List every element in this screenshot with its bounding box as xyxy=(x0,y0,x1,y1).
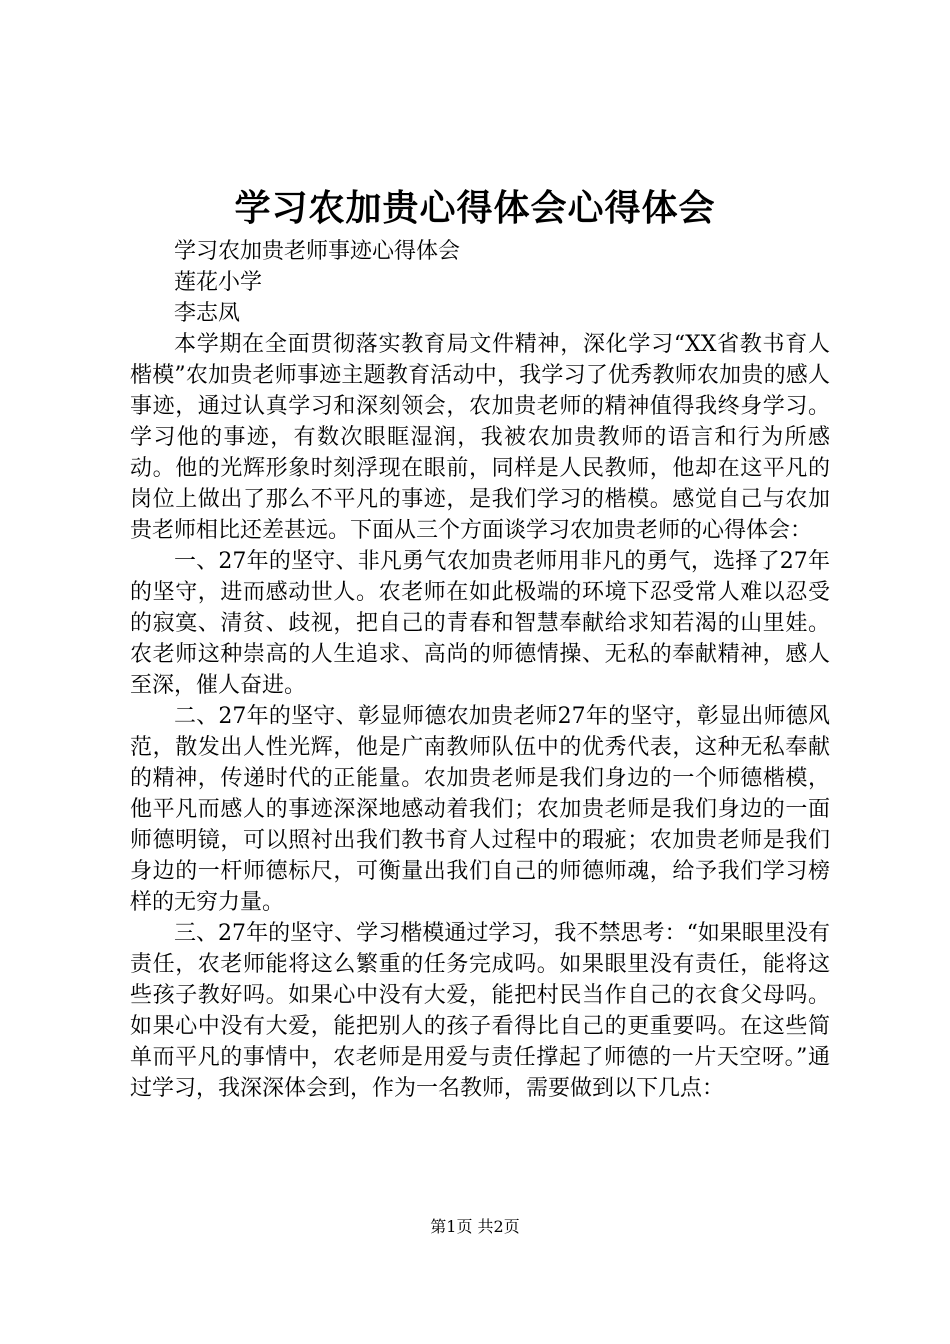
school-name-paragraph: 莲花小学 xyxy=(174,270,263,295)
section-three-paragraph: 三、27年的坚守、学习楷模通过学习，我不禁思考：“如果眼里没有责任，农老师能将这么繁重的任务完成吗。如果眼里没有责任，能将这些孩子教好吗。如果心中没有大爱，能把村民当作自己的衣食父母吗。如果心中没有大爱，能把别人的孩子看得比自己的更重要吗。在这些简单而平凡的事情中，农老师是用爱与责任撑起了师德的一片天空呀。”通过学习，我深深体会到，作为一名教师，需要做到以下几点： xyxy=(130,921,830,1101)
document-body xyxy=(130,236,830,1104)
subtitle-paragraph: 学习农加贵老师事迹心得体会 xyxy=(174,239,461,264)
intro-paragraph: 本学期在全面贯彻落实教育局文件精神，深化学习“XX省教书育人楷模”农加贵老师事迹主题教育活动中，我学习了优秀教师农加贵的感人事迹，通过认真学习和深刻领会，农加贵老师的精神值得我终身学习。学习他的事迹，有数次眼眶湿润，我被农加贵教师的语言和行为所感动。他的光辉形象时刻浮现在眼前，同样是人民教师，他却在这平凡的岗位上做出了那么不平凡的事迹，是我们学习的楷模。感觉自己与农加贵老师相比还差甚远。下面从三个方面谈学习农加贵老师的心得体会： xyxy=(130,332,830,543)
page-title: 学习农加贵心得体会心得体会 xyxy=(234,187,716,229)
section-two-paragraph: 二、27年的坚守、彰显师德农加贵老师27年的坚守，彰显出师德风范，散发出人性光辉，他是广南教师队伍中的优秀代表，这种无私奉献的精神，传递时代的正能量。农加贵老师是我们身边的一个师德楷模，他平凡而感人的事迹深深地感动着我们；农加贵老师是我们身边的一面师德明镜，可以照衬出我们教书育人过程中的瑕疵；农加贵老师是我们身边的一杆师德标尺，可衡量出我们自己的师德师魂，给予我们学习榜样的无穷力量。 xyxy=(130,704,830,915)
page-number-footer: 第1页 共2页 xyxy=(430,1217,520,1236)
author-name-paragraph: 李志凤 xyxy=(174,301,241,326)
section-one-paragraph: 一、27年的坚守、非凡勇气农加贵老师用非凡的勇气，选择了27年的坚守，进而感动世人。农老师在如此极端的环境下忍受常人难以忍受的寂寞、清贫、歧视，把自己的青春和智慧奉献给求知若渴的山里娃。农老师这种崇高的人生追求、高尚的师德情操、无私的奉献精神，感人至深，催人奋进。 xyxy=(130,549,830,698)
